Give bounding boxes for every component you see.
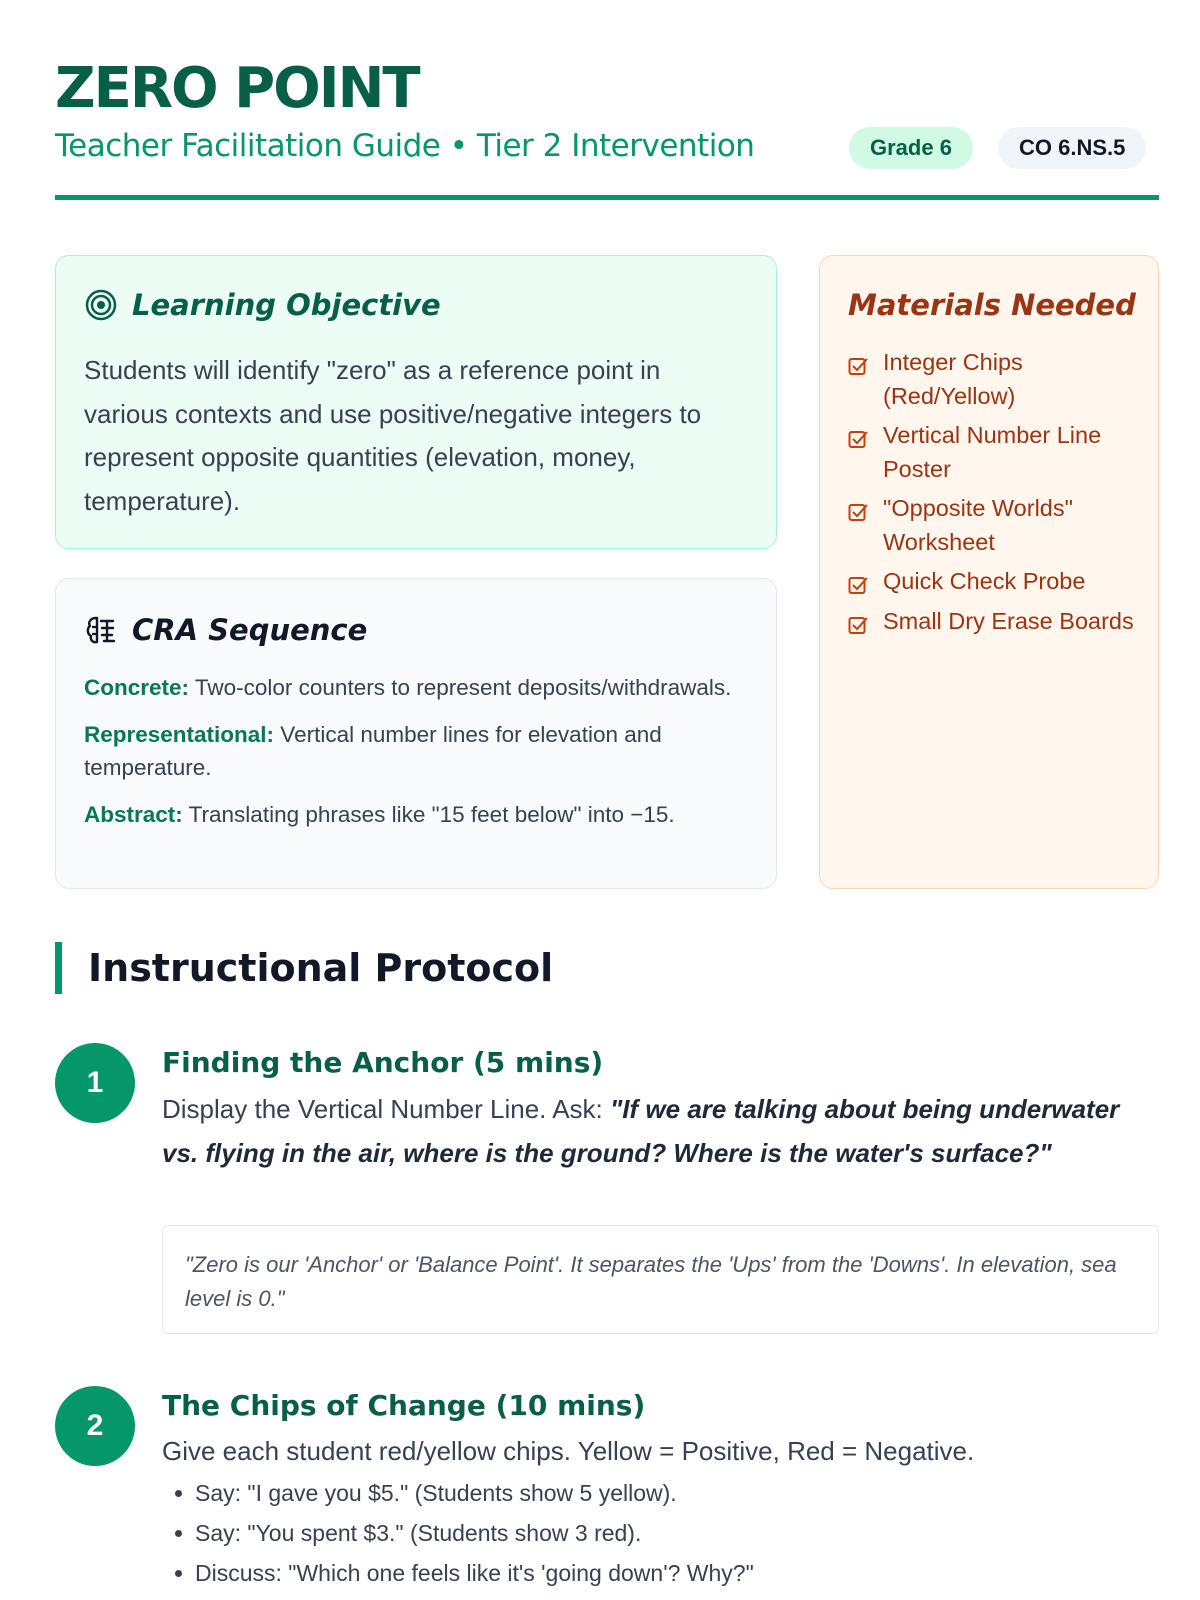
material-item — [848, 605, 1148, 639]
materials-heading — [848, 286, 1136, 324]
step-number-badge: 1 — [55, 1043, 135, 1123]
materials-title: Materials Needed — [848, 288, 1136, 322]
objective-text: Students will identify "zero" as a reference point in various contexts and use positive/negative integers to represent opposite quantities (elevation, money, temperature). — [84, 355, 702, 516]
guide-subtitle: Teacher Facilitation Guide • Tier 2 Intervention — [55, 128, 755, 164]
standard-badge: CO 6.NS.5 — [998, 127, 1146, 169]
brand-title: ZERO POINT — [55, 56, 419, 121]
cra-list — [84, 671, 754, 844]
cra-title: CRA Sequence — [132, 613, 368, 647]
material-label: "Opposite Worlds" Worksheet — [883, 495, 1073, 555]
checkbox-icon — [848, 353, 869, 374]
cra-card — [55, 578, 777, 889]
cra-text: Translating phrases like "15 feet below" into −15. — [182, 801, 675, 827]
material-label: Small Dry Erase Boards — [883, 607, 1134, 634]
material-item — [848, 565, 1148, 599]
cra-item-representational — [84, 718, 754, 785]
step-title: Finding the Anchor (5 mins) — [162, 1046, 604, 1079]
checkbox-icon — [848, 612, 869, 633]
checkbox-icon — [848, 572, 869, 593]
objective-heading — [84, 286, 441, 324]
cra-item-concrete — [84, 671, 754, 705]
step-body: Give each student red/yellow chips. Yellow = Positive, Red = Negative. — [162, 1436, 975, 1466]
brain-icon — [84, 613, 118, 647]
material-label: Quick Check Probe — [883, 568, 1086, 594]
objective-card — [55, 255, 777, 549]
material-label: Integer Chips (Red/Yellow) — [883, 349, 1023, 409]
cra-label: Concrete: — [84, 675, 190, 700]
list-item: Say: "You spent $3." (Students show 3 red). — [195, 1513, 1155, 1553]
cra-text: Two-color counters to represent deposits/withdrawals. — [189, 675, 732, 700]
objective-title: Learning Objective — [132, 288, 441, 322]
step-body — [162, 1088, 1152, 1175]
header-divider — [55, 195, 1159, 200]
target-icon — [84, 288, 118, 322]
materials-card — [819, 255, 1159, 889]
step-body-text: Display the Vertical Number Line. Ask: — [162, 1094, 610, 1124]
list-item: Say: "I gave you $5." (Students show 5 yellow). — [195, 1473, 1155, 1513]
step-number-badge: 2 — [55, 1386, 135, 1466]
section-title: Instructional Protocol — [88, 946, 554, 990]
material-item — [848, 419, 1148, 486]
materials-list — [848, 346, 1148, 644]
step-title: The Chips of Change (10 mins) — [162, 1389, 646, 1422]
material-item — [848, 492, 1148, 559]
cra-label: Representational: — [84, 721, 275, 747]
material-label: Vertical Number Line Poster — [883, 422, 1102, 482]
material-item — [848, 346, 1148, 413]
section-accent-bar — [55, 942, 62, 994]
cra-label: Abstract: — [84, 801, 183, 827]
checkbox-icon — [848, 499, 869, 520]
grade-badge: Grade 6 — [849, 127, 973, 169]
teacher-script-callout: "Zero is our 'Anchor' or 'Balance Point'. It separates the 'Ups' from the 'Downs'. In elevation, sea level is 0." — [162, 1225, 1159, 1334]
cra-heading — [84, 611, 367, 649]
step-body-quote: "If we are talking about being underwater vs. flying in the air, where is the ground? Where is the water's surface?" — [162, 1094, 1120, 1168]
step-bullet-list — [195, 1473, 1155, 1593]
cra-text: Vertical number lines for elevation and temperature. — [84, 721, 662, 780]
list-item: Discuss: "Which one feels like it's 'going down'? Why?" — [195, 1553, 1155, 1593]
cra-item-abstract — [84, 798, 754, 832]
checkbox-icon — [848, 426, 869, 447]
